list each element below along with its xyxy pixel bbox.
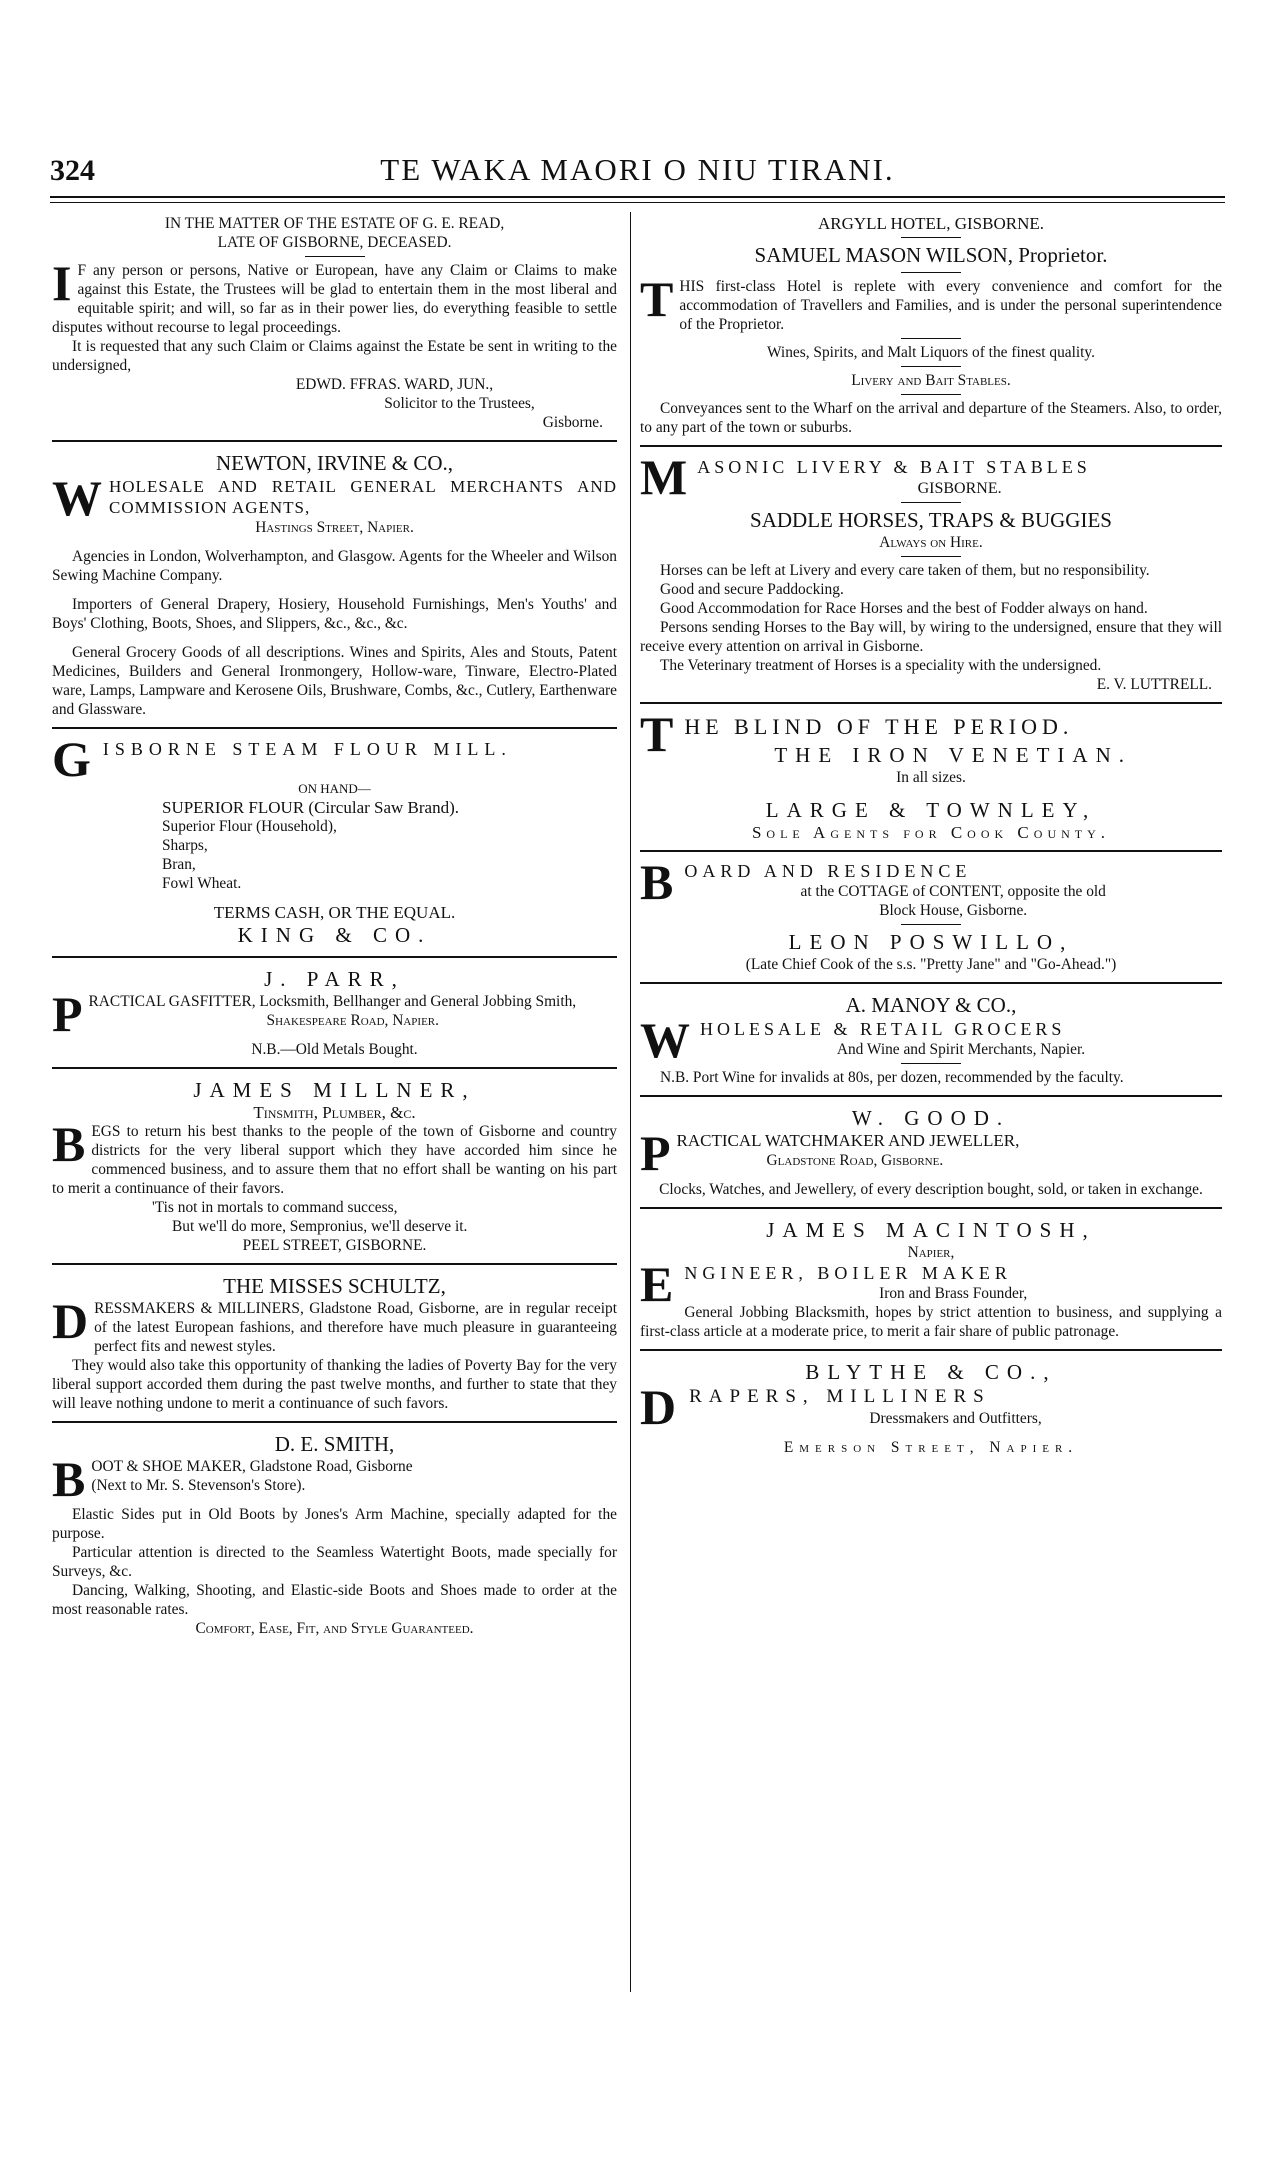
- ad-headline: NGINEER, BOILER MAKER: [684, 1263, 1012, 1283]
- firm-name: KING & CO.: [237, 923, 432, 947]
- terms: TERMS CASH, OR THE EQUAL.: [213, 903, 456, 922]
- ad-body: It is requested that any such Claim or Claims against the Estate be sent in writing to the undersigned,: [52, 338, 617, 374]
- ad-title: ARGYLL HOTEL, GISBORNE.: [817, 214, 1045, 233]
- ad-title: IN THE MATTER OF THE ESTATE OF G. E. READ,: [164, 215, 505, 232]
- ad-subheading: THE IRON VENETIAN.: [774, 743, 1133, 767]
- ad-millner: [52, 1077, 617, 1255]
- ad-body: General Grocery Goods of all descriptions. Wines and Spirits, Ales and Stouts, Patent Medicines, Builders and General Ironmongery, Hollow-ware, Tinware, Electro-Plated ware, Lamps, Lampware and Kerosene Oils, Brushware, Combs, &c., Cutlery, Earthenware and Glassware.: [52, 644, 617, 718]
- ad-body: HIS first-class Hotel is replete with every convenience and comfort for the accommodation of Travellers and Families, and is under the personal superintendence of the Proprietor.: [679, 278, 1222, 333]
- ad-body: N.B. Port Wine for invalids at 80s, per dozen, recommended by the faculty.: [660, 1069, 1124, 1086]
- ad-headline: HOLESALE AND RETAIL GENERAL MERCHANTS AND COMMISSION AGENTS,: [109, 477, 617, 517]
- on-hand-label: ON HAND—: [298, 781, 371, 796]
- ad-body: Clocks, Watches, and Jewellery, of every description bought, sold, or taken in exchange.: [659, 1181, 1203, 1198]
- product-item: SUPERIOR FLOUR (Circular Saw Brand).: [162, 798, 460, 817]
- firm-name: THE MISSES SCHULTZ,: [223, 1274, 446, 1298]
- address: Emerson Street, Napier.: [783, 1439, 1079, 1456]
- town: GISBORNE.: [917, 480, 1002, 497]
- sizes-note: In all sizes.: [896, 769, 966, 786]
- address: Gladstone Road, Gisborne.: [766, 1152, 944, 1169]
- ad-argyll-hotel: [640, 214, 1222, 437]
- drop-cap: B: [52, 1116, 86, 1172]
- drop-cap: G: [52, 731, 97, 787]
- product-item: Sharps,: [162, 837, 208, 854]
- ad-body: Horses can be left at Livery and every care taken of them, but no responsibility.: [660, 562, 1150, 579]
- product-item: Bran,: [162, 856, 196, 873]
- ad-headline: HOLESALE & RETAIL GROCERS: [700, 1019, 1066, 1039]
- ad-body: Particular attention is directed to the Seamless Watertight Boots, made specially for Surveys, &c.: [52, 1544, 617, 1580]
- product-item: Fowl Wheat.: [162, 875, 242, 892]
- ad-subheading: Iron and Brass Founder,: [879, 1285, 1028, 1302]
- ad-subheading: SADDLE HORSES, TRAPS & BUGGIES: [750, 508, 1112, 532]
- firm-name: BLYTHE & CO.,: [805, 1360, 1057, 1384]
- signature: E. V. LUTTRELL.: [1096, 676, 1212, 693]
- signature-place: Gisborne.: [542, 414, 603, 431]
- header-rule: [50, 196, 1225, 198]
- newspaper-title: TE WAKA MAORI O NIU TIRANI.: [380, 152, 895, 187]
- ad-headline: ISBORNE STEAM FLOUR MILL.: [102, 739, 512, 759]
- firm-name: LEON POSWILLO,: [788, 930, 1074, 954]
- town: Napier,: [907, 1244, 955, 1261]
- ad-headline: OARD AND RESIDENCE: [684, 861, 972, 881]
- ad-body: And Wine and Spirit Merchants, Napier.: [836, 1041, 1086, 1058]
- product-item: Superior Flour (Household),: [162, 818, 337, 835]
- address: Hastings Street, Napier.: [255, 519, 414, 536]
- firm-name: W. GOOD.: [851, 1106, 1011, 1130]
- ad-masonic-stables: [640, 449, 1222, 694]
- firm-name: D. E. SMITH,: [274, 1432, 395, 1456]
- ad-body: Conveyances sent to the Wharf on the arrival and departure of the Steamers. Also, to order, to any part of the town or suburbs.: [640, 400, 1222, 436]
- drop-cap: T: [640, 706, 679, 762]
- ad-macintosh: [640, 1217, 1222, 1341]
- drop-cap: P: [640, 1125, 671, 1181]
- drop-cap: E: [640, 1256, 679, 1312]
- signature-title: Solicitor to the Trustees,: [384, 395, 535, 412]
- firm-name: A. MANOY & CO.,: [845, 993, 1017, 1017]
- firm-name: J. PARR,: [264, 967, 405, 991]
- drop-cap: W: [640, 1012, 694, 1068]
- ad-blythe: [640, 1359, 1222, 1457]
- ad-subtitle: LATE OF GISBORNE, DECEASED.: [217, 234, 452, 251]
- page-header: [50, 150, 1225, 190]
- ad-body: F any person or persons, Native or European, have any Claim or Claims to make against this Estate, the Trustees will be glad to entertain them in the most liberal and equitable spirit; and will, so far as in their power lies, do everything feasible to settle disputes without recourse to legal proceedings.: [52, 262, 617, 336]
- firm-name: JAMES MACINTOSH,: [766, 1218, 1096, 1242]
- ad-board-residence: [640, 854, 1222, 974]
- firm-name: NEWTON, IRVINE & CO.,: [215, 451, 454, 475]
- ad-body: Wines, Spirits, and Malt Liquors of the finest quality.: [767, 344, 1095, 361]
- ad-newton-irvine: [52, 450, 617, 719]
- ad-body: Persons sending Horses to the Bay will, by wiring to the undersigned, ensure that they will receive every attention on arrival in Gisborne.: [640, 619, 1222, 655]
- ad-manoy: [640, 992, 1222, 1087]
- address: PEEL STREET, GISBORNE.: [242, 1237, 427, 1254]
- ad-body: Importers of General Drapery, Hosiery, Household Furnishings, Men's Youths' and Boys' Clothing, Boots, Shoes, and Slippers, &c., &c., &c.: [52, 596, 617, 632]
- ad-headline: RACTICAL WATCHMAKER AND JEWELLER,: [676, 1131, 1020, 1150]
- ad-body: Good Accommodation for Race Horses and the best of Fodder always on hand.: [660, 600, 1148, 617]
- ad-body: (Late Chief Cook of the s.s. "Pretty Jane" and "Go-Ahead."): [745, 956, 1117, 973]
- drop-cap: D: [52, 1293, 89, 1349]
- agents-note: Sole Agents for Cook County.: [751, 823, 1111, 842]
- ad-de-smith: [52, 1431, 617, 1638]
- ad-body: Block House, Gisborne.: [879, 902, 1028, 919]
- column-divider: [630, 212, 631, 1992]
- ad-parr: [52, 966, 617, 1059]
- ad-headline: RACTICAL GASFITTER, Locksmith, Bellhanger and General Jobbing Smith,: [88, 993, 577, 1010]
- ad-body: at the COTTAGE of CONTENT, opposite the old: [800, 883, 1106, 900]
- hire-note: Always on Hire.: [879, 534, 983, 551]
- quote-line: But we'll do more, Sempronius, we'll deserve it.: [172, 1218, 468, 1235]
- quote-line: 'Tis not in mortals to command success,: [152, 1199, 398, 1216]
- ad-headline: OOT & SHOE MAKER, Gladstone Road, Gisborne: [91, 1458, 413, 1475]
- note: N.B.—Old Metals Bought.: [251, 1041, 418, 1058]
- header-rule-thin: [50, 202, 1225, 203]
- motto: Comfort, Ease, Fit, and Style Guaranteed.: [195, 1620, 474, 1637]
- signature: EDWD. FFRAS. WARD, JUN.,: [295, 376, 494, 393]
- ad-body: EGS to return his best thanks to the people of the town of Gisborne and country districts for the very liberal support which they have accorded him since he commenced business, and to assure them that no effort shall be wanting on his part to merit a continuance of their favors.: [52, 1123, 617, 1197]
- drop-cap: T: [640, 271, 674, 327]
- left-column: [52, 214, 617, 1638]
- ad-headline: RAPERS, MILLINERS: [689, 1386, 991, 1407]
- ad-subline: (Next to Mr. S. Stevenson's Store).: [91, 1477, 306, 1494]
- ad-body: They would also take this opportunity of thanking the ladies of Poverty Bay for the very liberal support accorded them during the past twelve months, and further to state that they will leave nothing undone to merit a continuance of such favors.: [52, 1357, 617, 1412]
- drop-cap: B: [640, 854, 679, 910]
- drop-cap: I: [52, 255, 72, 311]
- proprietor: SAMUEL MASON WILSON, Proprietor.: [754, 243, 1108, 267]
- ad-flour-mill: [52, 731, 617, 948]
- ad-body: General Jobbing Blacksmith, hopes by strict attention to business, and supplying a first-class article at a moderate price, to merit a fair share of public patronage.: [640, 1304, 1222, 1340]
- ad-headline: HE BLIND OF THE PERIOD.: [684, 714, 1074, 739]
- firm-name: JAMES MILLNER,: [193, 1078, 476, 1102]
- trade: Tinsmith, Plumber, &c.: [253, 1103, 416, 1122]
- drop-cap: M: [640, 449, 692, 505]
- page-number: 324: [50, 154, 95, 187]
- ad-w-good: [640, 1105, 1222, 1199]
- address: Shakespeare Road, Napier.: [266, 1012, 439, 1029]
- drop-cap: P: [52, 986, 83, 1042]
- ad-body: The Veterinary treatment of Horses is a speciality with the undersigned.: [660, 657, 1102, 674]
- drop-cap: D: [640, 1379, 684, 1435]
- ad-body: Elastic Sides put in Old Boots by Jones's Arm Machine, specially adapted for the purpose.: [52, 1506, 617, 1542]
- ad-body: Agencies in London, Wolverhampton, and Glasgow. Agents for the Wheeler and Wilson Sewing Machine Company.: [52, 548, 617, 584]
- livery-heading: Livery and Bait Stables.: [851, 372, 1011, 389]
- ad-headline: ASONIC LIVERY & BAIT STABLES: [697, 457, 1091, 477]
- ad-body: RESSMAKERS & MILLINERS, Gladstone Road, Gisborne, are in regular receipt of the latest European fashions, and therefore have much pleasure in guaranteeing perfect fits and newest styles.: [94, 1300, 617, 1355]
- ad-iron-venetian: [640, 706, 1222, 842]
- ad-body: Dancing, Walking, Shooting, and Elastic-side Boots and Shoes made to order at the most reasonable rates.: [52, 1582, 617, 1618]
- firm-name: LARGE & TOWNLEY,: [765, 798, 1097, 822]
- ad-body: Good and secure Paddocking.: [660, 581, 844, 598]
- drop-cap: B: [52, 1451, 86, 1507]
- right-column: [640, 214, 1222, 1457]
- ad-read-estate: [52, 214, 617, 432]
- drop-cap: W: [52, 470, 103, 526]
- ad-schultz: [52, 1273, 617, 1413]
- ad-subheading: Dressmakers and Outfitters,: [869, 1410, 1042, 1427]
